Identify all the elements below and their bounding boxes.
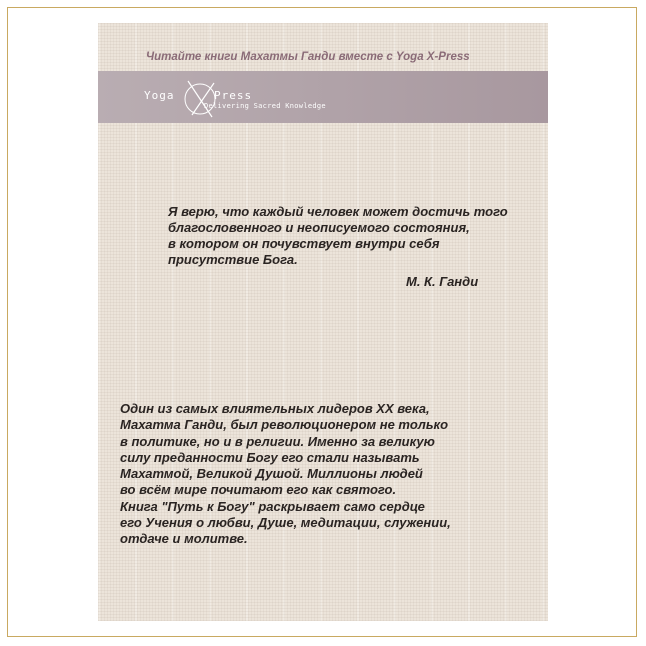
publisher-banner (98, 71, 548, 123)
book-description (120, 401, 540, 548)
gandhi-quote (168, 204, 508, 268)
quote-line: присутствие Бога. (168, 252, 298, 267)
description-line: Махатмой, Великой Душой. Миллионы людей (120, 466, 423, 482)
quote-author: М. К. Ганди (406, 274, 479, 289)
description-line: силу преданности Богу его стали называть (120, 449, 420, 465)
description-line: в политике, но и в религии. Именно за великую (120, 433, 435, 449)
logo-word-yoga: Yoga (144, 89, 175, 102)
quote-line: Я верю, что каждый человек может достичь того (168, 204, 508, 219)
series-title: Читайте книги Махатмы Ганди вместе с Yoga X-Press (146, 51, 470, 63)
description-line: Книга "Путь к Богу" раскрывает само сердце (120, 498, 425, 514)
description-line: отдаче и молитве. (120, 531, 248, 547)
publisher-logo (144, 71, 394, 123)
description-line: во всём мире почитают его как святого. (120, 482, 397, 498)
logo-tagline: Delivering Sacred Knowledge (204, 102, 326, 110)
quote-line: в котором он почувствует внутри себя (168, 236, 440, 251)
description-line: его Учения о любви, Душе, медитации, служении, (120, 515, 451, 531)
logo-word-press: Press (214, 89, 253, 102)
quote-line: благословенного и неописуемого состояния, (168, 220, 470, 235)
book-cover (98, 23, 548, 621)
description-line: Один из самых влиятельных лидеров XX века, (120, 401, 430, 416)
description-line: Махатма Ганди, был революционером не только (120, 417, 449, 433)
